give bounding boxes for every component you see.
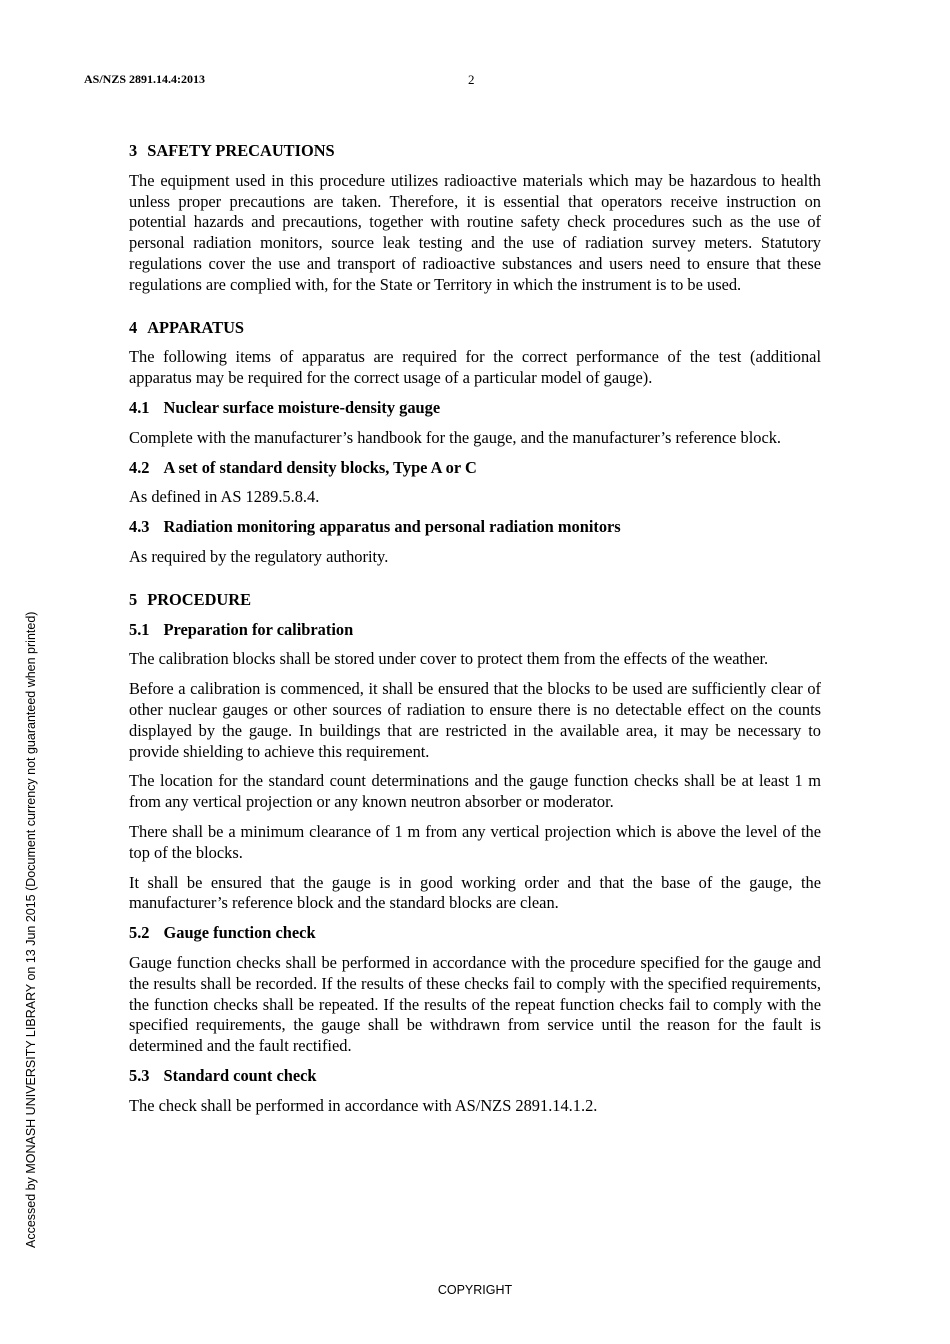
paragraph: The following items of apparatus are required for the correct performance of the test (additional apparatus may be required for the correct usage of a particular model of gauge).	[129, 347, 821, 388]
subsection-heading-4-2: 4.2 A set of standard density blocks, Type A or C	[129, 457, 477, 477]
paragraph: Before a calibration is commenced, it shall be ensured that the blocks to be used are sufficiently clear of other nuclear gauges or other sources of radiation to ensure there is no detectable effect on the counts displayed by the gauge. In buildings that are restricted in the available area, it may be necessary to provide shielding to achieve this requirement.	[129, 679, 821, 761]
access-watermark: Accessed by MONASH UNIVERSITY LIBRARY on 13 Jun 2015 (Document currency not guaranteed when printed)	[24, 611, 38, 1248]
paragraph: The location for the standard count determinations and the gauge function checks shall be at least 1 m from any vertical projection or any known neutron absorber or moderator.	[129, 771, 821, 812]
paragraph: The calibration blocks shall be stored under cover to protect them from the effects of the weather.	[129, 649, 769, 669]
paragraph: There shall be a minimum clearance of 1 m from any vertical projection which is above the level of the top of the blocks.	[129, 821, 821, 862]
section-heading-4: 4 APPARATUS	[129, 317, 245, 337]
section-heading-3: 3 SAFETY PRECAUTIONS	[129, 141, 335, 160]
paragraph: It shall be ensured that the gauge is in good working order and that the base of the gauge, the manufacturer’s reference block and the standard blocks are clean.	[129, 872, 821, 913]
subsection-heading-5-2: 5.2 Gauge function check	[129, 923, 316, 943]
subsection-heading-5-1: 5.1 Preparation for calibration	[129, 619, 354, 639]
page-number: 2	[468, 72, 475, 87]
paragraph: Complete with the manufacturer’s handbook for the gauge, and the manufacturer’s reference block.	[129, 427, 782, 447]
subsection-heading-4-3: 4.3 Radiation monitoring apparatus and personal radiation monitors	[129, 517, 621, 537]
copyright-footer: COPYRIGHT	[437, 1283, 513, 1297]
paragraph: The check shall be performed in accordance with AS/NZS 2891.14.1.2.	[129, 1095, 598, 1115]
paragraph: As required by the regulatory authority.	[129, 546, 389, 566]
paragraph: The equipment used in this procedure utilizes radioactive materials which may be hazardous to health unless proper precautions are taken. Therefore, it is essential that operators receive instruction on potential hazards and precautions, together with routine safety check procedures such as the use of personal radiation monitors, source leak testing and the use of radiation survey meters. Statutory regulations cover the use and transport of radioactive substances and users need to ensure that these regulations are complied with, for the State or Territory in which the instrument is to be used.	[129, 170, 821, 294]
subsection-heading-5-3: 5.3 Standard count check	[129, 1065, 317, 1085]
document-id: AS/NZS 2891.14.4:2013	[84, 72, 206, 86]
paragraph: As defined in AS 1289.5.8.4.	[129, 487, 320, 507]
document-body	[129, 141, 821, 1125]
subsection-heading-4-1: 4.1 Nuclear surface moisture-density gauge	[129, 397, 441, 417]
paragraph: Gauge function checks shall be performed in accordance with the procedure specified for the gauge and the results shall be recorded. If the results of these checks fail to comply with the specified requirements, the function checks shall be repeated. If the results of the repeat function checks fail to comply with the specified requirements, the gauge shall be withdrawn from service until the reason for the fault is determined and the fault rectified.	[129, 952, 821, 1056]
section-heading-5: 5 PROCEDURE	[129, 589, 252, 609]
